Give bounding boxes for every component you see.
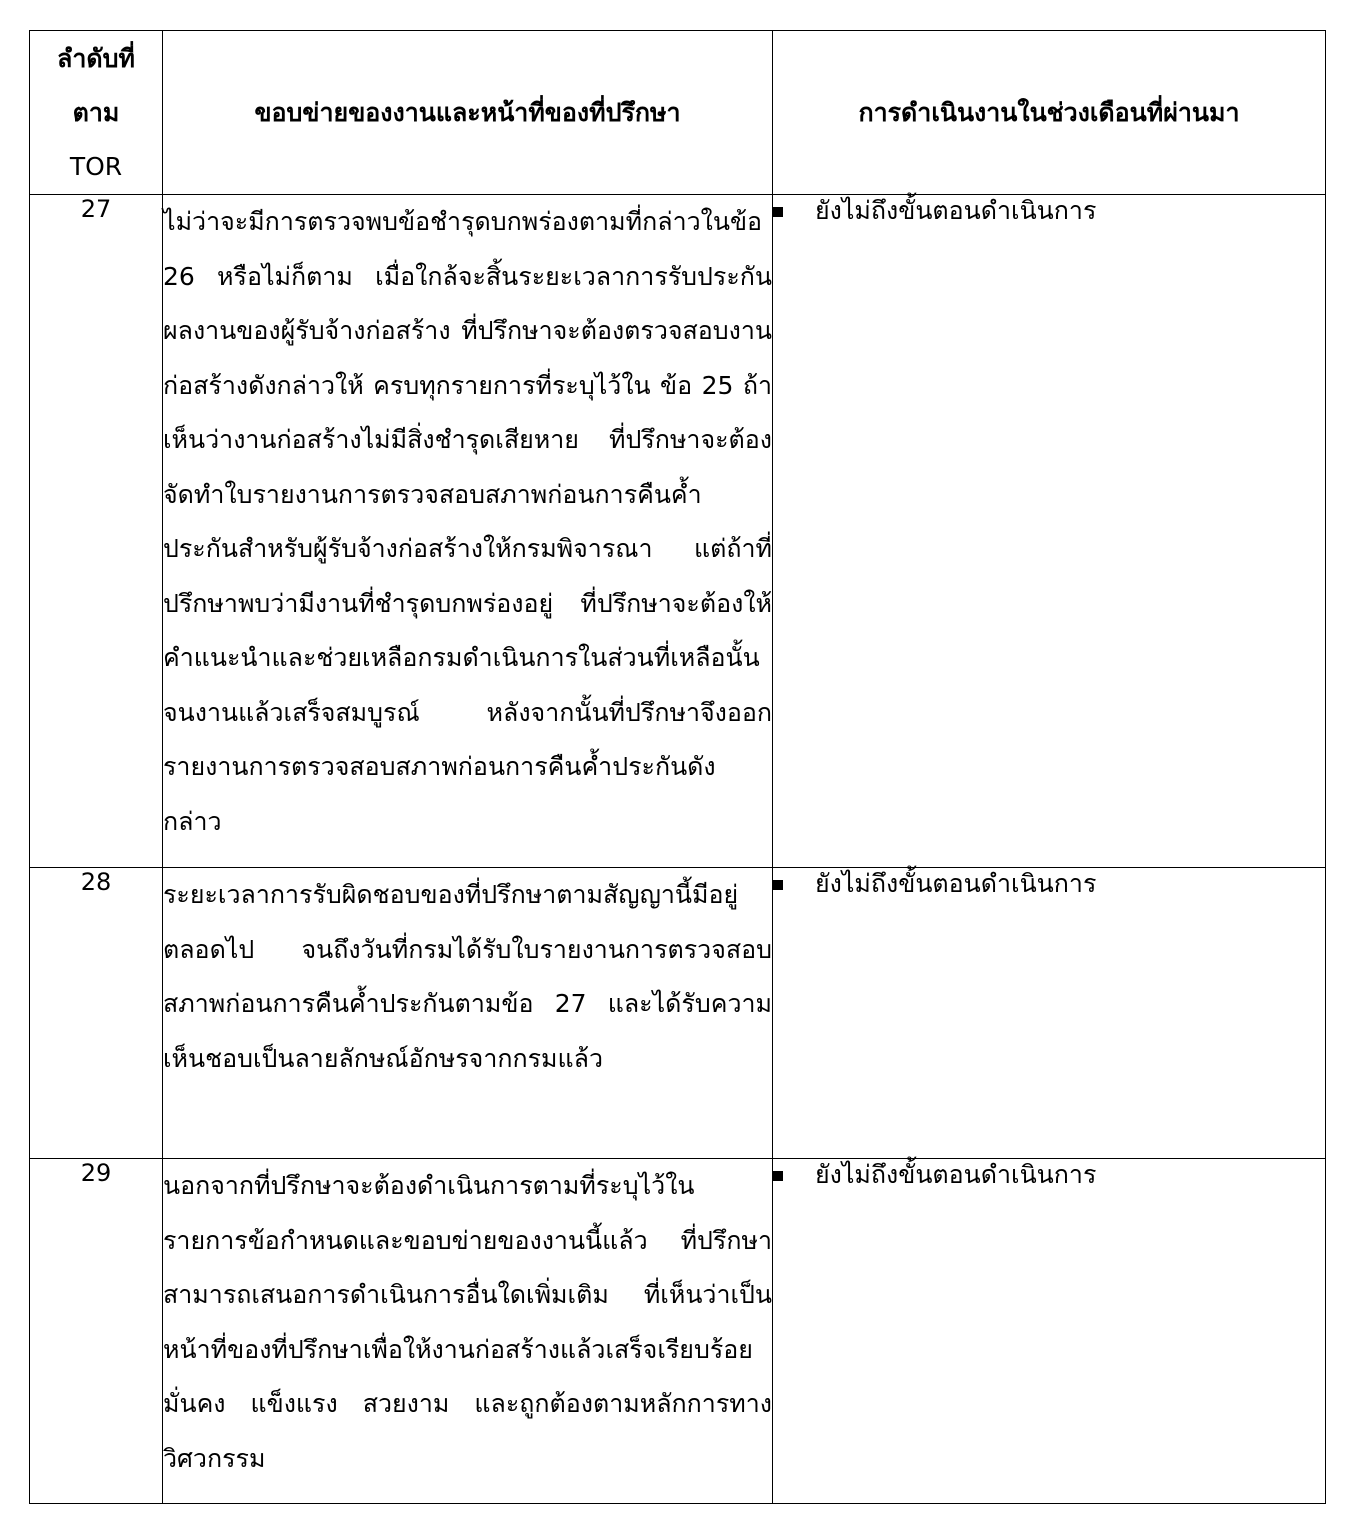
square-bullet-icon	[773, 207, 783, 217]
row-description: นอกจากที่ปรึกษาจะต้องดำเนินการตามที่ระบุไว้ในรายการข้อกำหนดและขอบข่ายของงานนี้แล้ว ที่ปรึกษาสามารถเสนอการดำเนินการอื่นใดเพิ่มเติม ที่เห็นว่าเป็นหน้าที่ของที่ปรึกษาเพื่อให้งานก่อสร้างแล้วเสร็จเรียบร้อยมั่นคง แข็งแรง สวยงาม และถูกต้องตามหลักการทางวิศวกรรม	[163, 1159, 773, 1504]
row-status	[773, 1159, 1326, 1504]
square-bullet-icon	[773, 1171, 783, 1181]
header-order-line1: ลำดับที่	[57, 43, 135, 73]
header-progress: การดำเนินงานในช่วงเดือนที่ผ่านมา	[773, 31, 1326, 195]
table-row	[30, 1159, 1326, 1504]
row-description: ไม่ว่าจะมีการตรวจพบข้อชำรุดบกพร่องตามที่กล่าวในข้อ 26 หรือไม่ก็ตาม เมื่อใกล้จะสิ้นระยะเวลาการรับประกันผลงานของผู้รับจ้างก่อสร้าง ที่ปรึกษาจะต้องตรวจสอบงานก่อสร้างดังกล่าวให้ ครบทุกรายการที่ระบุไว้ใน ข้อ 25 ถ้าเห็นว่างานก่อสร้างไม่มีสิ่งชำรุดเสียหาย ที่ปรึกษาจะต้องจัดทำใบรายงานการตรวจสอบสภาพก่อนการคืนค้ำประกันสำหรับผู้รับจ้างก่อสร้างให้กรมพิจารณา แต่ถ้าที่ปรึกษาพบว่ามีงานที่ชำรุดบกพร่องอยู่ ที่ปรึกษาจะต้องให้คำแนะนำและช่วยเหลือกรมดำเนินการในส่วนที่เหลือนั้นจนงานแล้วเสร็จสมบูรณ์ หลังจากนั้นที่ปรึกษาจึงออกรายงานการตรวจสอบสภาพก่อนการคืนค้ำประกันดังกล่าว	[163, 195, 773, 868]
square-bullet-icon	[773, 880, 783, 890]
header-order-line3: TOR	[69, 151, 123, 181]
header-order-line2: ตาม	[72, 97, 120, 127]
header-scope: ขอบข่ายของงานและหน้าที่ของที่ปรึกษา	[163, 31, 773, 195]
status-bullet-item	[773, 195, 1325, 227]
header-row	[30, 31, 1326, 195]
row-number: 28	[30, 868, 163, 1159]
row-description: ระยะเวลาการรับผิดชอบของที่ปรึกษาตามสัญญานี้มีอยู่ตลอดไป จนถึงวันที่กรมได้รับใบรายงานการตรวจสอบสภาพก่อนการคืนค้ำประกันตามข้อ 27 และได้รับความเห็นชอบเป็นลายลักษณ์อักษรจากกรมแล้ว	[163, 868, 773, 1159]
status-text: ยังไม่ถึงขั้นตอนดำเนินการ	[815, 1160, 1097, 1189]
table-row	[30, 868, 1326, 1159]
row-number: 27	[30, 195, 163, 868]
row-status	[773, 868, 1326, 1159]
row-number: 29	[30, 1159, 163, 1504]
row-status	[773, 195, 1326, 868]
status-bullet-item	[773, 868, 1325, 900]
table-row	[30, 195, 1326, 868]
status-bullet-item	[773, 1159, 1325, 1191]
status-text: ยังไม่ถึงขั้นตอนดำเนินการ	[815, 869, 1097, 898]
header-order-number	[30, 31, 163, 195]
tor-table	[29, 30, 1326, 1504]
status-text: ยังไม่ถึงขั้นตอนดำเนินการ	[815, 196, 1097, 225]
